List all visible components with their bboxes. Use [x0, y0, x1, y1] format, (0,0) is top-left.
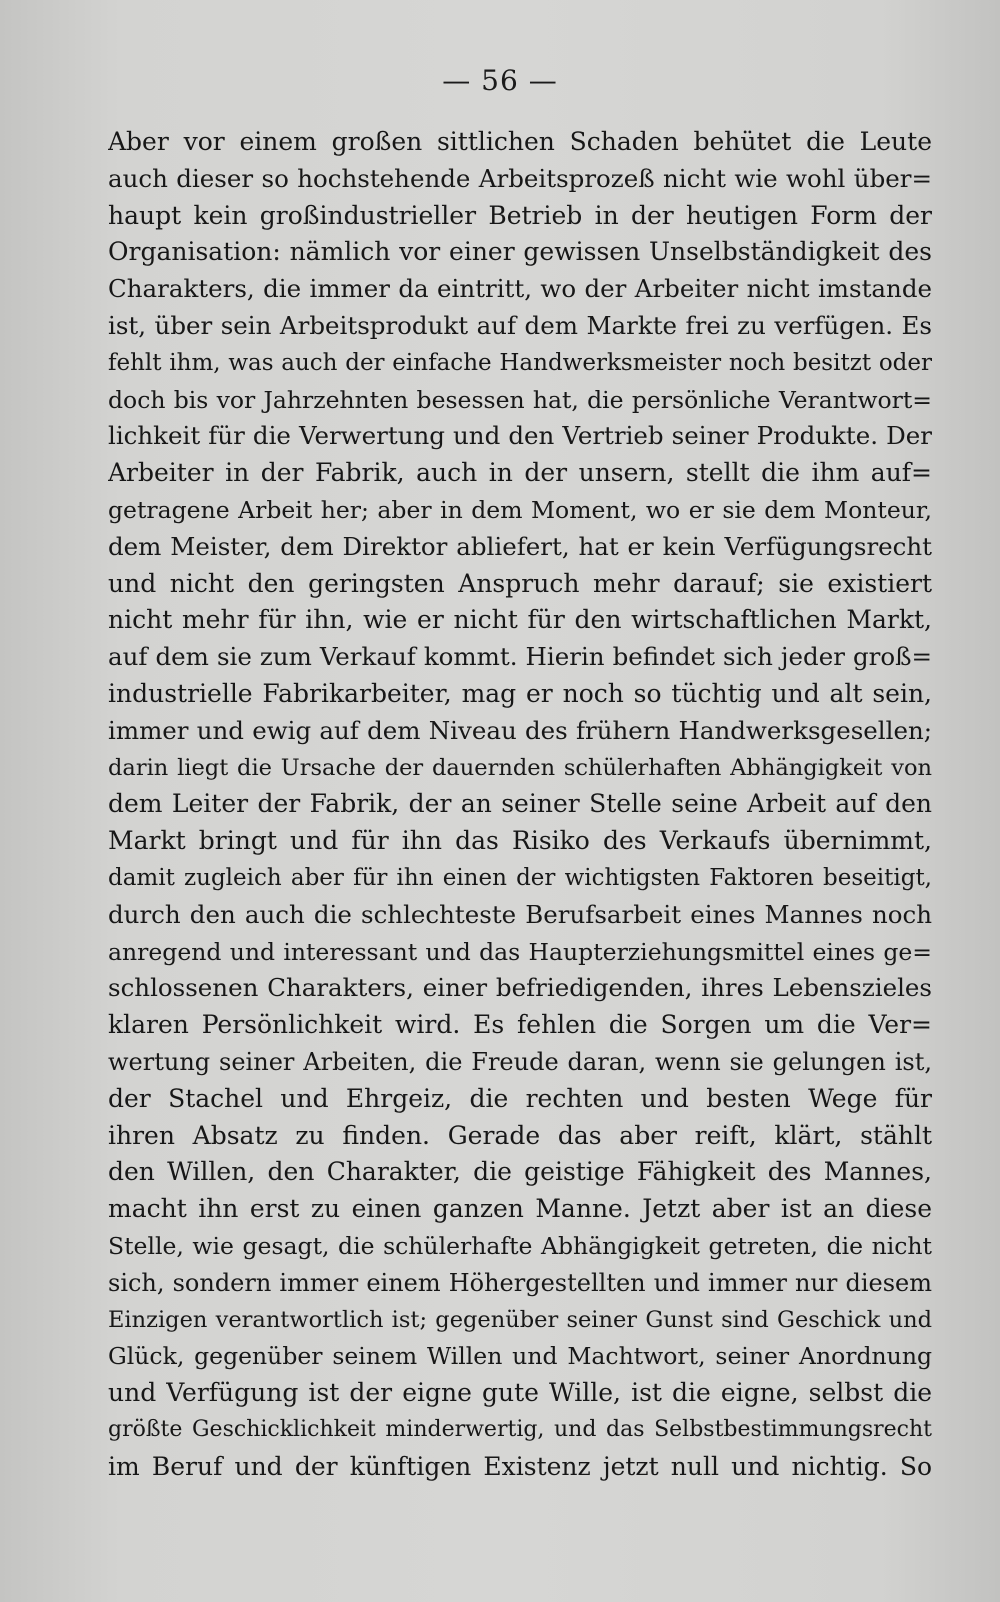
text-line: schlossenen Charakters, einer befriedigenden, ihres Lebenszieles: [108, 973, 932, 1003]
page-number: — 56 —: [442, 64, 558, 97]
text-line: getragene Arbeit her; aber in dem Moment, wo er sie dem Monteur,: [108, 495, 932, 524]
text-line: durch den auch die schlechteste Berufsarbeit eines Mannes noch: [108, 899, 932, 929]
text-line: Arbeiter in der Fabrik, auch in der unsern, stellt die ihm auf=: [108, 458, 932, 488]
text-line: anregend und interessant und das Haupterziehungsmittel eines ge=: [108, 937, 932, 966]
text-line: Glück, gegenüber seinem Willen und Machtwort, seiner Anordnung: [108, 1342, 932, 1371]
text-line: macht ihn erst zu einen ganzen Manne. Jetzt aber ist an diese: [108, 1194, 932, 1224]
text-line: nicht mehr für ihn, wie er nicht für den wirtschaftlichen Markt,: [108, 605, 932, 635]
text-line: auf dem sie zum Verkauf kommt. Hierin befindet sich jeder groß=: [108, 642, 932, 672]
text-line: den Willen, den Charakter, die geistige Fähigkeit des Mannes,: [108, 1157, 932, 1187]
text-line: der Stachel und Ehrgeiz, die rechten und besten Wege für: [108, 1083, 932, 1113]
text-line: Charakters, die immer da eintritt, wo der Arbeiter nicht imstande: [108, 274, 932, 304]
text-line: industrielle Fabrikarbeiter, mag er noch so tüchtig und alt sein,: [108, 678, 932, 708]
text-line: dem Leiter der Fabrik, der an seiner Stelle seine Arbeit auf den: [108, 789, 932, 819]
text-line: haupt kein großindustrieller Betrieb in der heutigen Form der: [108, 200, 932, 230]
text-line: ist, über sein Arbeitsprodukt auf dem Markte frei zu verfügen. Es: [108, 310, 932, 340]
text-line: fehlt ihm, was auch der einfache Handwerksmeister noch besitzt oder: [108, 349, 932, 376]
text-line: sich, sondern immer einem Höhergestellten und immer nur diesem: [108, 1268, 932, 1297]
text-line: dem Meister, dem Direktor abliefert, hat er kein Verfügungsrecht: [108, 531, 932, 561]
text-line: klaren Persönlichkeit wird. Es fehlen die Sorgen um die Ver=: [108, 1010, 932, 1040]
text-line: Organisation: nämlich vor einer gewissen Unselbständigkeit des: [108, 237, 932, 267]
text-line: Stelle, wie gesagt, die schülerhafte Abhängigkeit getreten, die nicht: [108, 1231, 932, 1260]
text-line: immer und ewig auf dem Niveau des frühern Handwerksgesellen;: [108, 715, 932, 745]
text-line: im Beruf und der künftigen Existenz jetzt null und nichtig. So: [108, 1451, 932, 1481]
text-line: doch bis vor Jahrzehnten besessen hat, die persönliche Verantwort=: [108, 385, 932, 414]
text-line: größte Geschicklichkeit minderwertig, und das Selbstbestimmungsrecht: [108, 1416, 932, 1442]
text-line: darin liegt die Ursache der dauernden schülerhaften Abhängigkeit von: [108, 754, 932, 781]
text-line: und nicht den geringsten Anspruch mehr darauf; sie existiert: [108, 568, 932, 598]
body-text: [108, 124, 932, 1485]
text-line: damit zugleich aber für ihn einen der wichtigsten Faktoren beseitigt,: [108, 864, 932, 891]
text-line: lichkeit für die Verwertung und den Vertrieb seiner Produkte. Der: [108, 421, 932, 451]
text-line: wertung seiner Arbeiten, die Freude daran, wenn sie gelungen ist,: [108, 1047, 932, 1076]
text-line: auch dieser so hochstehende Arbeitsprozeß nicht wie wohl über=: [108, 163, 932, 193]
text-line: ihren Absatz zu finden. Gerade das aber reift, klärt, stählt: [108, 1120, 932, 1150]
text-line: Aber vor einem großen sittlichen Schaden behütet die Leute: [108, 127, 932, 156]
text-line: Markt bringt und für ihn das Risiko des Verkaufs übernimmt,: [108, 826, 932, 856]
text-line: Einzigen verantwortlich ist; gegenüber seiner Gunst sind Geschick und: [108, 1306, 932, 1333]
text-line: und Verfügung ist der eigne gute Wille, ist die eigne, selbst die: [108, 1378, 932, 1408]
